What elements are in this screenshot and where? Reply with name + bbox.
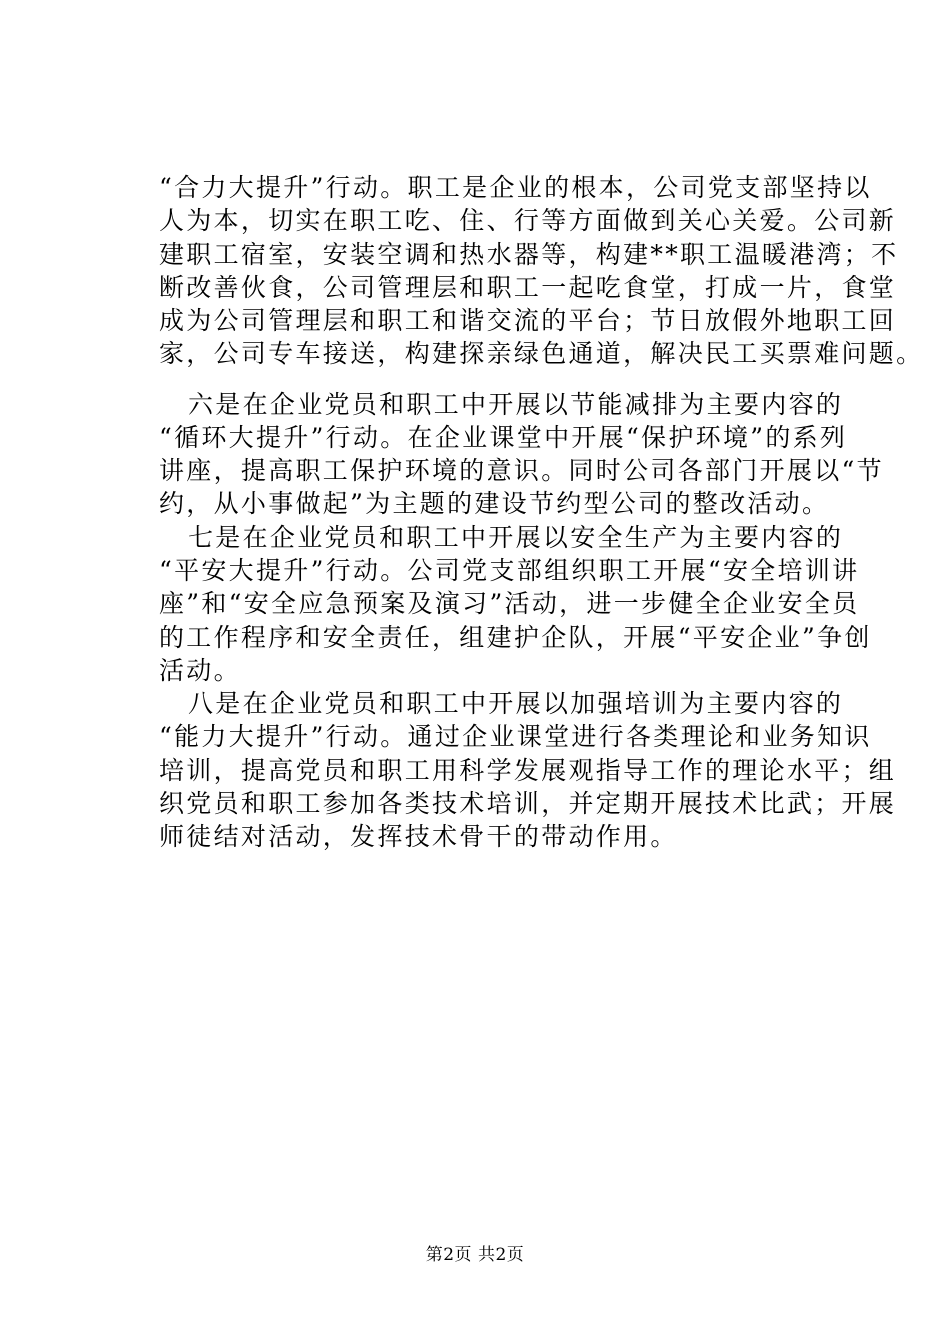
paragraph-line: “平安大提升”行动。公司党支部组织职工开展“安全培训讲 <box>159 556 860 585</box>
paragraph-line: “循环大提升”行动。在企业课堂中开展“保护环境”的系列 <box>159 423 848 452</box>
paragraph-line: 六是在企业党员和职工中开展以节能减排为主要内容的 <box>188 390 844 419</box>
paragraph-line: 成为公司管理层和职工和谐交流的平台；节日放假外地职工回 <box>159 306 897 335</box>
paragraph-line: 师徒结对活动，发挥技术骨干的带动作用。 <box>159 822 678 851</box>
paragraph-line: 织党员和职工参加各类技术培训，并定期开展技术比武；开展 <box>159 789 897 818</box>
paragraph-line: 座”和“安全应急预案及演习”活动，进一步健全企业安全员 <box>159 589 860 618</box>
paragraph-line: “合力大提升”行动。职工是企业的根本，公司党支部坚持以 <box>159 173 872 202</box>
paragraph-line: 断改善伙食，公司管理层和职工一起吃食堂，打成一片，食堂 <box>159 273 897 302</box>
page-number-footer: 第2页 共2页 <box>425 1245 525 1265</box>
paragraph-line: 七是在企业党员和职工中开展以安全生产为主要内容的 <box>188 523 844 552</box>
paragraph-line: 八是在企业党员和职工中开展以加强培训为主要内容的 <box>188 689 844 718</box>
paragraph-line: 人为本，切实在职工吃、住、行等方面做到关心关爱。公司新 <box>159 206 897 235</box>
paragraph-line: 培训，提高党员和职工用科学发展观指导工作的理论水平；组 <box>159 756 897 785</box>
paragraph-line: 建职工宿室，安装空调和热水器等，构建**职工温暖港湾；不 <box>159 240 899 269</box>
paragraph-line: 活动。 <box>159 656 241 685</box>
paragraph-line: 约，从小事做起”为主题的建设节约型公司的整改活动。 <box>159 489 830 518</box>
paragraph-line: 家，公司专车接送，构建探亲绿色通道，解决民工买票难问题。 <box>159 339 924 368</box>
paragraph-line: 讲座，提高职工保护环境的意识。同时公司各部门开展以“节 <box>159 456 884 485</box>
paragraph-line: 的工作程序和安全责任，组建护企队，开展“平安企业”争创 <box>159 623 872 652</box>
paragraph-line: “能力大提升”行动。通过企业课堂进行各类理论和业务知识 <box>159 722 872 751</box>
